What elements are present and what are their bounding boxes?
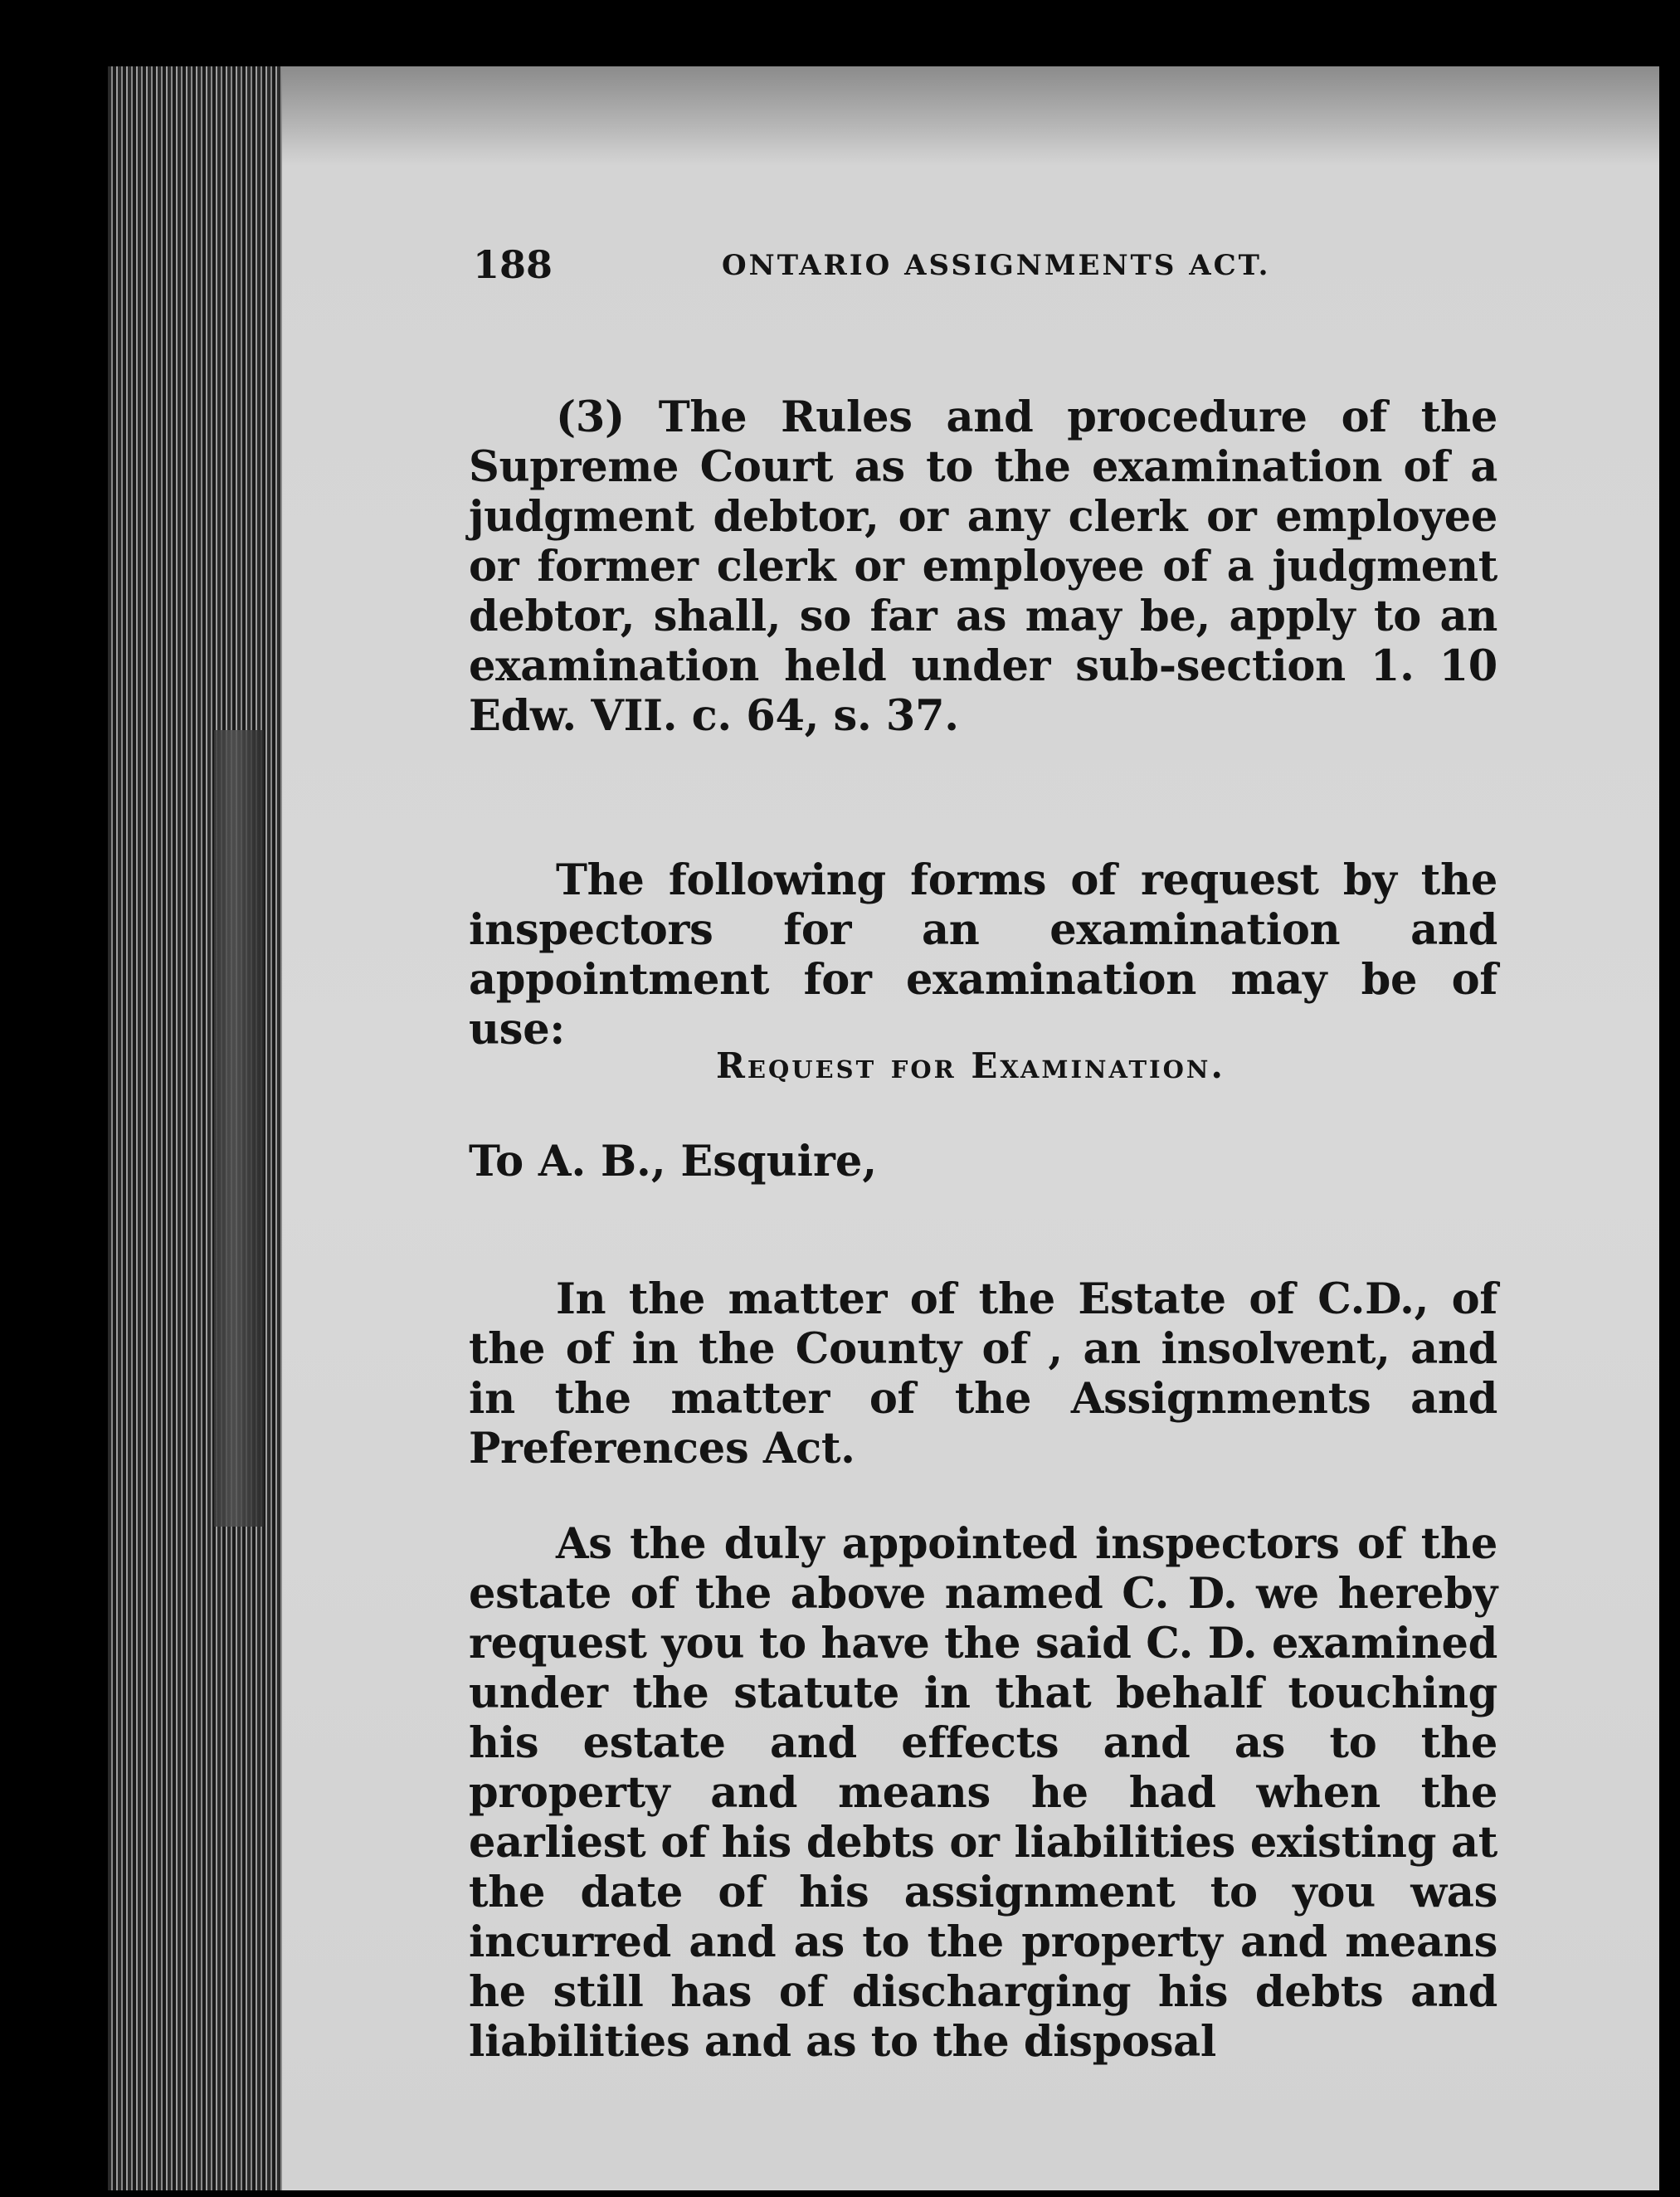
paragraph-subsection-3: (3) The Rules and procedure of the Supreme Court as to the examination of a judgment debtor, or any clerk or employee or former clerk or employee of a judgment debtor, shall, so far as may be, apply to an examination held under sub-section 1. 10 Edw. VII. c. 64, s. 37. (469, 392, 1497, 741)
page-shadow (282, 66, 1659, 166)
running-title: ONTARIO ASSIGNMENTS ACT. (722, 249, 1271, 282)
paragraph-matter: In the matter of the Estate of C.D., of the of in the County of , an insolvent, and in the matter of the Assignments and Preferences Act. (469, 1274, 1497, 1474)
page-number: 188 (473, 242, 553, 287)
library-stamp (214, 730, 264, 1527)
form-heading: Request for Examination. (716, 1045, 1225, 1086)
book-page (282, 66, 1659, 2190)
paragraph-request: As the duly appointed inspectors of the estate of the above named C. D. we hereby request you to have the said C. D. examined under the statute in that behalf touching his estate and effects and as to the property and means he had when the earliest of his debts or liabilities existing at the date of his assignment to you was incurred and as to the property and means he still has of discharging his debts and liabilities and as to the disposal (469, 1519, 1497, 2067)
running-header (473, 242, 1510, 292)
paragraph-forms-intro: The following forms of request by the inspectors for an examination and appointment for examination may be of use: (469, 855, 1497, 1055)
addressee-line: To A. B., Esquire, (469, 1137, 878, 1186)
